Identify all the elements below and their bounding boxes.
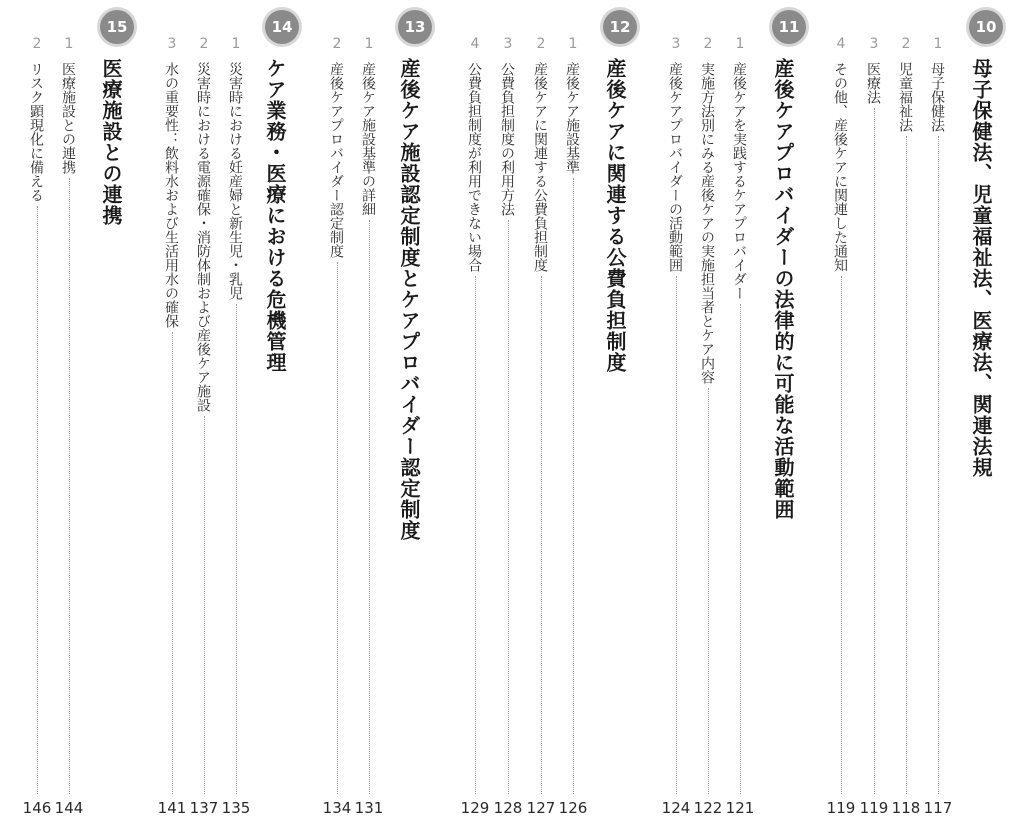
chapter-number-badge: 11 (772, 10, 806, 44)
page-number[interactable]: 127 (526, 799, 556, 817)
dot-leader (708, 388, 709, 794)
dot-leader (573, 178, 574, 794)
page-number[interactable]: 124 (661, 799, 691, 817)
chapter-title[interactable]: ケア業務・医療における危機管理 (263, 58, 287, 373)
section-number: 1 (568, 36, 578, 52)
chapter-number-badge: 14 (265, 10, 299, 44)
page-number[interactable]: 137 (189, 799, 219, 817)
dot-leader (369, 220, 370, 794)
section-number: 1 (64, 36, 74, 52)
page-number[interactable]: 118 (891, 799, 921, 817)
chapter-number-badge: 15 (100, 10, 134, 44)
section-title[interactable]: 公費負担制度の利用方法 (499, 62, 515, 216)
dot-leader (236, 304, 237, 794)
chapter-title[interactable]: 産後ケアに関連する公費負担制度 (603, 58, 627, 373)
section-number: 3 (671, 36, 681, 52)
dot-leader (541, 276, 542, 794)
page-number[interactable]: 119 (826, 799, 856, 817)
section-number: 2 (32, 36, 42, 52)
section-number: 1 (933, 36, 943, 52)
dot-leader (337, 262, 338, 794)
page-number[interactable]: 128 (493, 799, 523, 817)
section-title[interactable]: リスク顕現化に備える (28, 62, 44, 202)
page-number[interactable]: 144 (54, 799, 84, 817)
section-number: 1 (735, 36, 745, 52)
chapter-title[interactable]: 産後ケアプロバイダーの法律的に可能な活動範囲 (771, 58, 795, 520)
page-number[interactable]: 129 (460, 799, 490, 817)
section-title[interactable]: 児童福祉法 (897, 62, 913, 132)
chapter-number-badge: 13 (398, 10, 432, 44)
section-title[interactable]: 母子保健法 (929, 62, 945, 132)
page-number[interactable]: 146 (22, 799, 52, 817)
dot-leader (938, 136, 939, 794)
section-number: 2 (536, 36, 546, 52)
chapter-title[interactable]: 母子保健法、児童福祉法、医療法、関連法規 (969, 58, 993, 478)
section-number: 1 (231, 36, 241, 52)
section-title[interactable]: 産後ケアプロバイダーの活動範囲 (667, 62, 683, 272)
page-number[interactable]: 117 (923, 799, 953, 817)
section-number: 2 (901, 36, 911, 52)
dot-leader (906, 136, 907, 794)
chapter-number-badge: 12 (603, 10, 637, 44)
section-title[interactable]: 医療施設との連携 (60, 62, 76, 174)
dot-leader (37, 206, 38, 794)
section-title[interactable]: 産後ケアを実践するケアプロバイダー (731, 62, 747, 300)
dot-leader (69, 178, 70, 794)
dot-leader (740, 304, 741, 794)
section-title[interactable]: 公費負担制度が利用できない場合 (466, 62, 482, 272)
section-number: 1 (364, 36, 374, 52)
page-number[interactable]: 135 (221, 799, 251, 817)
dot-leader (475, 276, 476, 794)
dot-leader (874, 108, 875, 794)
section-number: 3 (167, 36, 177, 52)
section-title[interactable]: 産後ケアプロバイダー認定制度 (328, 62, 344, 258)
section-number: 2 (199, 36, 209, 52)
dot-leader (676, 276, 677, 794)
section-number: 3 (503, 36, 513, 52)
dot-leader (204, 416, 205, 794)
chapter-title[interactable]: 医療施設との連携 (99, 58, 123, 226)
section-number: 4 (836, 36, 846, 52)
page-number[interactable]: 122 (693, 799, 723, 817)
section-title[interactable]: 産後ケア施設基準 (564, 62, 580, 174)
section-number: 2 (332, 36, 342, 52)
page-number[interactable]: 131 (354, 799, 384, 817)
section-title[interactable]: 実施方法別にみる産後ケアの実施担当者とケア内容 (699, 62, 715, 384)
section-title[interactable]: 水の重要性：飲料水および生活用水の確保 (163, 62, 179, 328)
page-number[interactable]: 126 (558, 799, 588, 817)
dot-leader (508, 220, 509, 794)
page-number[interactable]: 119 (859, 799, 889, 817)
page-number[interactable]: 121 (725, 799, 755, 817)
section-title[interactable]: 災害時における妊産婦と新生児・乳児 (227, 62, 243, 300)
section-number: 3 (869, 36, 879, 52)
chapter-title[interactable]: 産後ケア施設認定制度とケアプロバイダー認定制度 (397, 58, 421, 541)
section-number: 4 (470, 36, 480, 52)
dot-leader (172, 332, 173, 794)
section-title[interactable]: 災害時における電源確保・消防体制および産後ケア施設 (195, 62, 211, 412)
dot-leader (841, 276, 842, 794)
chapter-number-badge: 10 (969, 10, 1003, 44)
section-title[interactable]: 医療法 (865, 62, 881, 104)
section-title[interactable]: その他、産後ケアに関連した通知 (832, 62, 848, 272)
page-number[interactable]: 134 (322, 799, 352, 817)
section-title[interactable]: 産後ケア施設基準の詳細 (360, 62, 376, 216)
section-number: 2 (703, 36, 713, 52)
page-number[interactable]: 141 (157, 799, 187, 817)
section-title[interactable]: 産後ケアに関連する公費負担制度 (532, 62, 548, 272)
